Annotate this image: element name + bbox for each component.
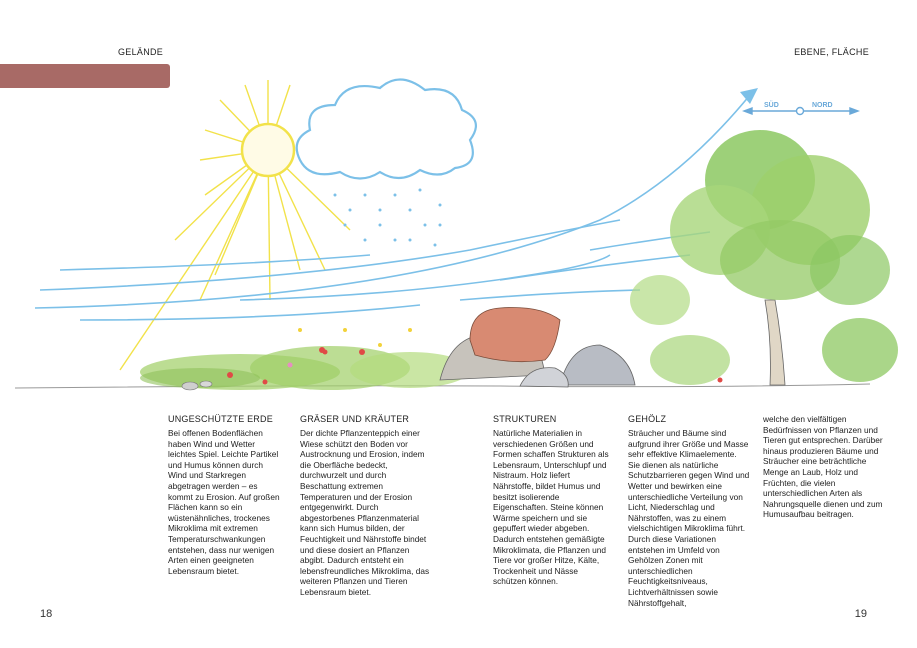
column-title: GEHÖLZ — [628, 414, 667, 424]
column-title: UNGESCHÜTZTE ERDE — [168, 414, 273, 424]
column-text: Der dichte Pflanzenteppich einer Wiese schützt den Boden vor Austrocknung und Erosion, indem die Oberfläche bedeckt, durchwurzelt und durch Beschattung extremen Temperaturen und der Erosion entgegenwirkt. Durch abgestorbenes Pflanzenmaterial kann sich Humus bilden, der Feuchtigkeit und Nährstoffe bindet und diese dosiert an Pflanzen abgibt. Dadurch entsteht ein lebensfreundliches Mikroklima, das weiteren Pflanzen und Tieren Lebensraum bietet. — [300, 428, 430, 597]
wind-arrow-head — [740, 88, 758, 104]
microclimate-illustration — [0, 60, 917, 410]
section-label-left: GELÄNDE — [118, 47, 164, 57]
cloud — [297, 79, 476, 178]
column-title: GRÄSER UND KRÄUTER — [300, 414, 410, 424]
compass-south: SÜD — [764, 102, 779, 109]
section-label-right: EBENE, FLÄCHE — [794, 47, 869, 57]
sun-rays — [120, 80, 350, 370]
rain-drops — [334, 189, 442, 247]
column-woody-plants — [628, 414, 750, 608]
column-structures — [493, 414, 611, 587]
column-text: welche den vielfältigen Bedürfnissen von Pflanzen und Tieren gut entsprechen. Darüber hinaus produzieren Bäume und Sträucher eine beträchtliche Menge an Laub, Holz und Früchten, die vielen unterschiedlichen Arten als Nahrungsquelle dienen und zum Humusaufbau beitragen. — [763, 414, 883, 520]
page-number-right: 19 — [854, 608, 867, 620]
page-number-left: 18 — [40, 608, 53, 620]
column-grasses-herbs — [300, 414, 430, 598]
column-text: Sträucher und Bäume sind aufgrund ihrer Größe und Masse sehr effektive Klimaelemente. Sie dienen als natürliche Schutzbarrieren gegen Wind und Wetter und bewirken eine unterschiedliche Verteilung von Licht, Niederschlag und Nährstoffen, was zu einem vielschichtigen Mikroklima führt. Durch diese Variationen entstehen im Umfeld von Gehölzen Zonen mit unterschiedlichen Feuchtigkeitsniveaus, Lichtverhältnissen sowie Nährstoffgehalt, — [628, 428, 750, 608]
sun — [242, 124, 294, 176]
column-text: Bei offenen Bodenflächen haben Wind und Wetter leichtes Spiel. Leichte Partikel und Humus können durch Wind und Starkregen abgetragen werden – es kommt zu Erosion. Auf großen Flächen kann so ein wüstenähnliches, trockenes Mikroklima mit extremen Temperaturschwankungen entstehen, dass nur wenigen Arten einen geeigneten Lebensraum bietet. — [168, 428, 280, 576]
column-woody-plants-continued — [763, 414, 883, 520]
compass-arrow — [744, 108, 858, 115]
column-text: Natürliche Materialien in verschiedenen Größen und Formen schaffen Strukturen als Lebensraum, Unterschlupf und Nistraum. Holz liefert Nährstoffe, bildet Humus und besitzt isolierende Eigenschaften. Steine können Wärme speichern und sie gepuffert wieder abgeben. Dadurch entstehen gemäßigte Mikroklimata, die Pflanzen und Tiere vor großer Hitze, Kälte, Trockenheit und Nässe schützen können. — [493, 428, 609, 587]
compass-north: NORD — [812, 102, 833, 109]
column-bare-soil — [168, 414, 281, 576]
column-title: STRUKTUREN — [493, 414, 557, 424]
